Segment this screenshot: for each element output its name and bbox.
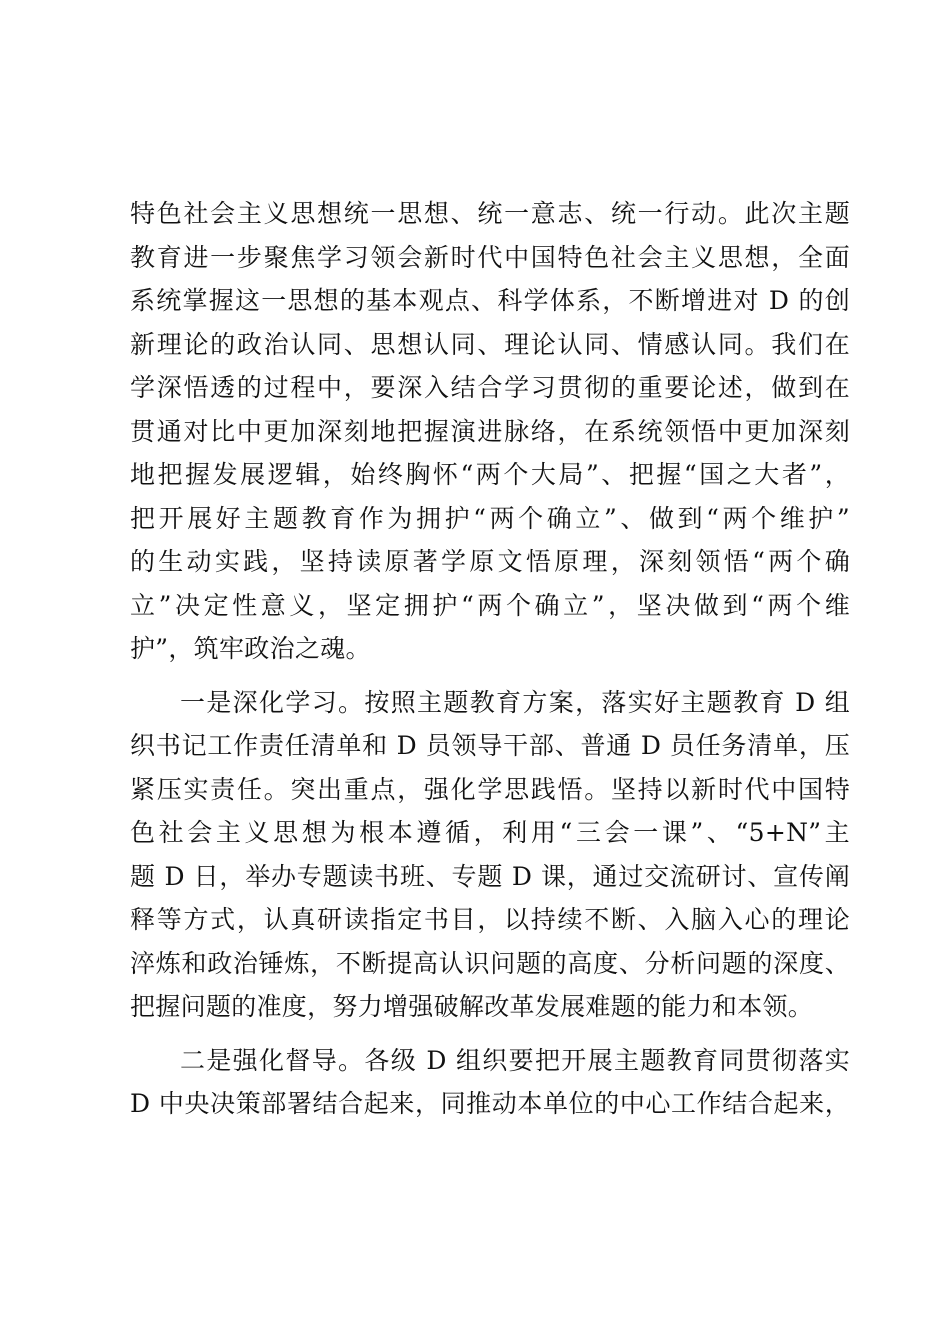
text-line: 把握问题的准度，努力增强破解改革发展难题的能力和本领。	[130, 992, 814, 1021]
text-line: 教育进一步聚焦学习领会新时代中国特色社会主义思想，全面	[130, 242, 850, 272]
text-line: 释等方式，认真研读指定书目，以持续不断、入脑入心的理论	[130, 905, 850, 934]
text-line: 把开展好主题教育作为拥护“两个确立”、做到“两个维护”	[130, 503, 850, 533]
text-line: 题 D 日，举办专题读书班、专题 D 课，通过交流研讨、宣传阐	[130, 861, 850, 891]
text-line: 学深悟透的过程中，要深入结合学习贯彻的重要论述，做到在	[130, 373, 850, 402]
text-line: 的生动实践，坚持读原著学原文悟原理，深刻领悟“两个确	[130, 547, 850, 576]
text-line: 地把握发展逻辑，始终胸怀“两个大局”、把握“国之大者”，	[130, 460, 850, 489]
paragraph-spacer	[130, 1029, 850, 1039]
text-line: 二是强化督导。各级 D 组织要把开展主题教育同贯彻落实	[180, 1045, 850, 1075]
text-line: 新理论的政治认同、思想认同、理论认同、情感认同。我们在	[130, 329, 850, 359]
text-line: 紧压实责任。突出重点，强化学思践悟。坚持以新时代中国特	[130, 774, 850, 804]
paragraph-spacer	[130, 671, 850, 681]
text-line: 系统掌握这一思想的基本观点、科学体系，不断增进对 D 的创	[130, 286, 850, 315]
paragraph-2	[130, 681, 850, 1029]
paragraph-1	[130, 192, 850, 671]
paragraph-3	[130, 1039, 850, 1126]
text-line: 护”，筑牢政治之魂。	[130, 634, 371, 663]
text-line: 色社会主义思想为根本遵循，利用“三会一课”、“5+N”主	[130, 818, 850, 847]
text-line: 淬炼和政治锤炼，不断提高认识问题的高度、分析问题的深度、	[130, 948, 850, 978]
text-line: 织书记工作责任清单和 D 员领导干部、普通 D 员任务清单，压	[130, 731, 850, 760]
text-line: 立”决定性意义，坚定拥护“两个确立”，坚决做到“两个维	[130, 590, 850, 620]
text-line: D 中央决策部署结合起来，同推动本单位的中心工作结合起来，	[130, 1089, 850, 1118]
text-line: 贯通对比中更加深刻地把握演进脉络，在系统领悟中更加深刻	[130, 416, 850, 446]
text-line: 特色社会主义思想统一思想、统一意志、统一行动。此次主题	[130, 199, 850, 228]
text-line: 一是深化学习。按照主题教育方案，落实好主题教育 D 组	[180, 687, 850, 717]
document-body	[130, 192, 850, 1126]
